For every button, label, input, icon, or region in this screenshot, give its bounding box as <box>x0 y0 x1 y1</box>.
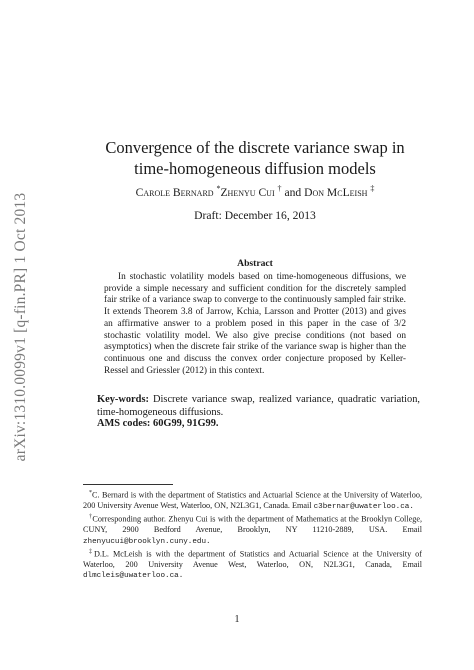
footnote-mcleish <box>83 547 422 582</box>
footnote-mark-bernard: * <box>216 184 221 193</box>
title-line-1: Convergence of the discrete variance swap in <box>105 138 405 157</box>
email-link[interactable]: c3bernar@uwaterloo.ca. <box>313 503 414 512</box>
footnote-text: D.L. McLeish is with the department of Statistics and Actuarial Science at the University of Waterloo, 200 University Avenue West, Waterloo, ON, N2L3G1, Canada, Email <box>83 549 423 569</box>
footnote-mark: † <box>89 514 93 521</box>
keywords-label: Key-words: <box>97 394 149 405</box>
footnote-mark: * <box>89 490 92 496</box>
ams-label: AMS codes: <box>97 418 151 429</box>
footnote-mark-cui: † <box>277 184 282 193</box>
footnote-bernard <box>83 488 422 512</box>
author-list <box>60 184 450 199</box>
paper-title <box>60 137 450 179</box>
footnotes <box>83 488 422 582</box>
footnote-rule <box>83 484 173 485</box>
footnote-cui <box>83 512 422 547</box>
author-cui: Zhenyu Cui <box>220 185 275 199</box>
footnote-mark: ‡ <box>89 548 94 555</box>
keywords-section <box>97 394 420 419</box>
email-link[interactable]: dlmcleis@uwaterloo.ca. <box>83 572 184 581</box>
abstract-text: In stochastic volatility models based on time-homogeneous diffusions, we provide a simple necessary and sufficient condition for the discretely sampled fair strike of a variance swap to converge to the continuously sampled fair strike. It extends Theorem 3.8 of Jarrow, Kchia, Larsson and Protter (2013) and gives an affirmative answer to a problem posed in this paper in the case of 3/2 stochastic volatility model. We also give precise conditions (not based on asymptotics) when the discrete fair strike of the variance swap is higher than the continuous one and discuss the convex order conjecture proposed by Keller-Ressel and Griessler (2012) in this context. <box>104 272 406 376</box>
footnote-mark-mcleish: ‡ <box>370 184 375 193</box>
keywords-text: Discrete variance swap, realized variance, quadratic variation, time-homogeneous diffusions. <box>97 394 420 418</box>
ams-codes: 60G99, 91G99. <box>153 418 219 429</box>
title-line-2: time-homogeneous diffusion models <box>134 159 376 178</box>
arxiv-identifier: arXiv:1310.0099v1 [q-fin.PR] 1 Oct 2013 <box>12 192 29 462</box>
page-number: 1 <box>234 614 240 625</box>
ams-codes-section <box>97 418 420 429</box>
footnote-text: C. Bernard is with the department of Statistics and Actuarial Science at the University of Waterloo, 200 University Avenue West, Waterloo, ON, N2L3G1, Canada. Email <box>83 490 422 511</box>
author-conjunction: and <box>284 185 302 199</box>
author-mcleish: Don McLeish <box>304 185 368 199</box>
author-bernard: Carole Bernard <box>135 185 214 199</box>
footnote-text: Corresponding author. Zhenyu Cui is with the department of Mathematics at the Brooklyn College, CUNY, 2900 Bedford Avenue, Brooklyn, NY 11210-2889, USA. Email <box>83 515 423 535</box>
draft-date: Draft: December 16, 2013 <box>194 209 316 222</box>
abstract-heading: Abstract <box>237 258 273 269</box>
email-link[interactable]: zhenyucui@brooklyn.cuny.edu. <box>83 537 211 546</box>
